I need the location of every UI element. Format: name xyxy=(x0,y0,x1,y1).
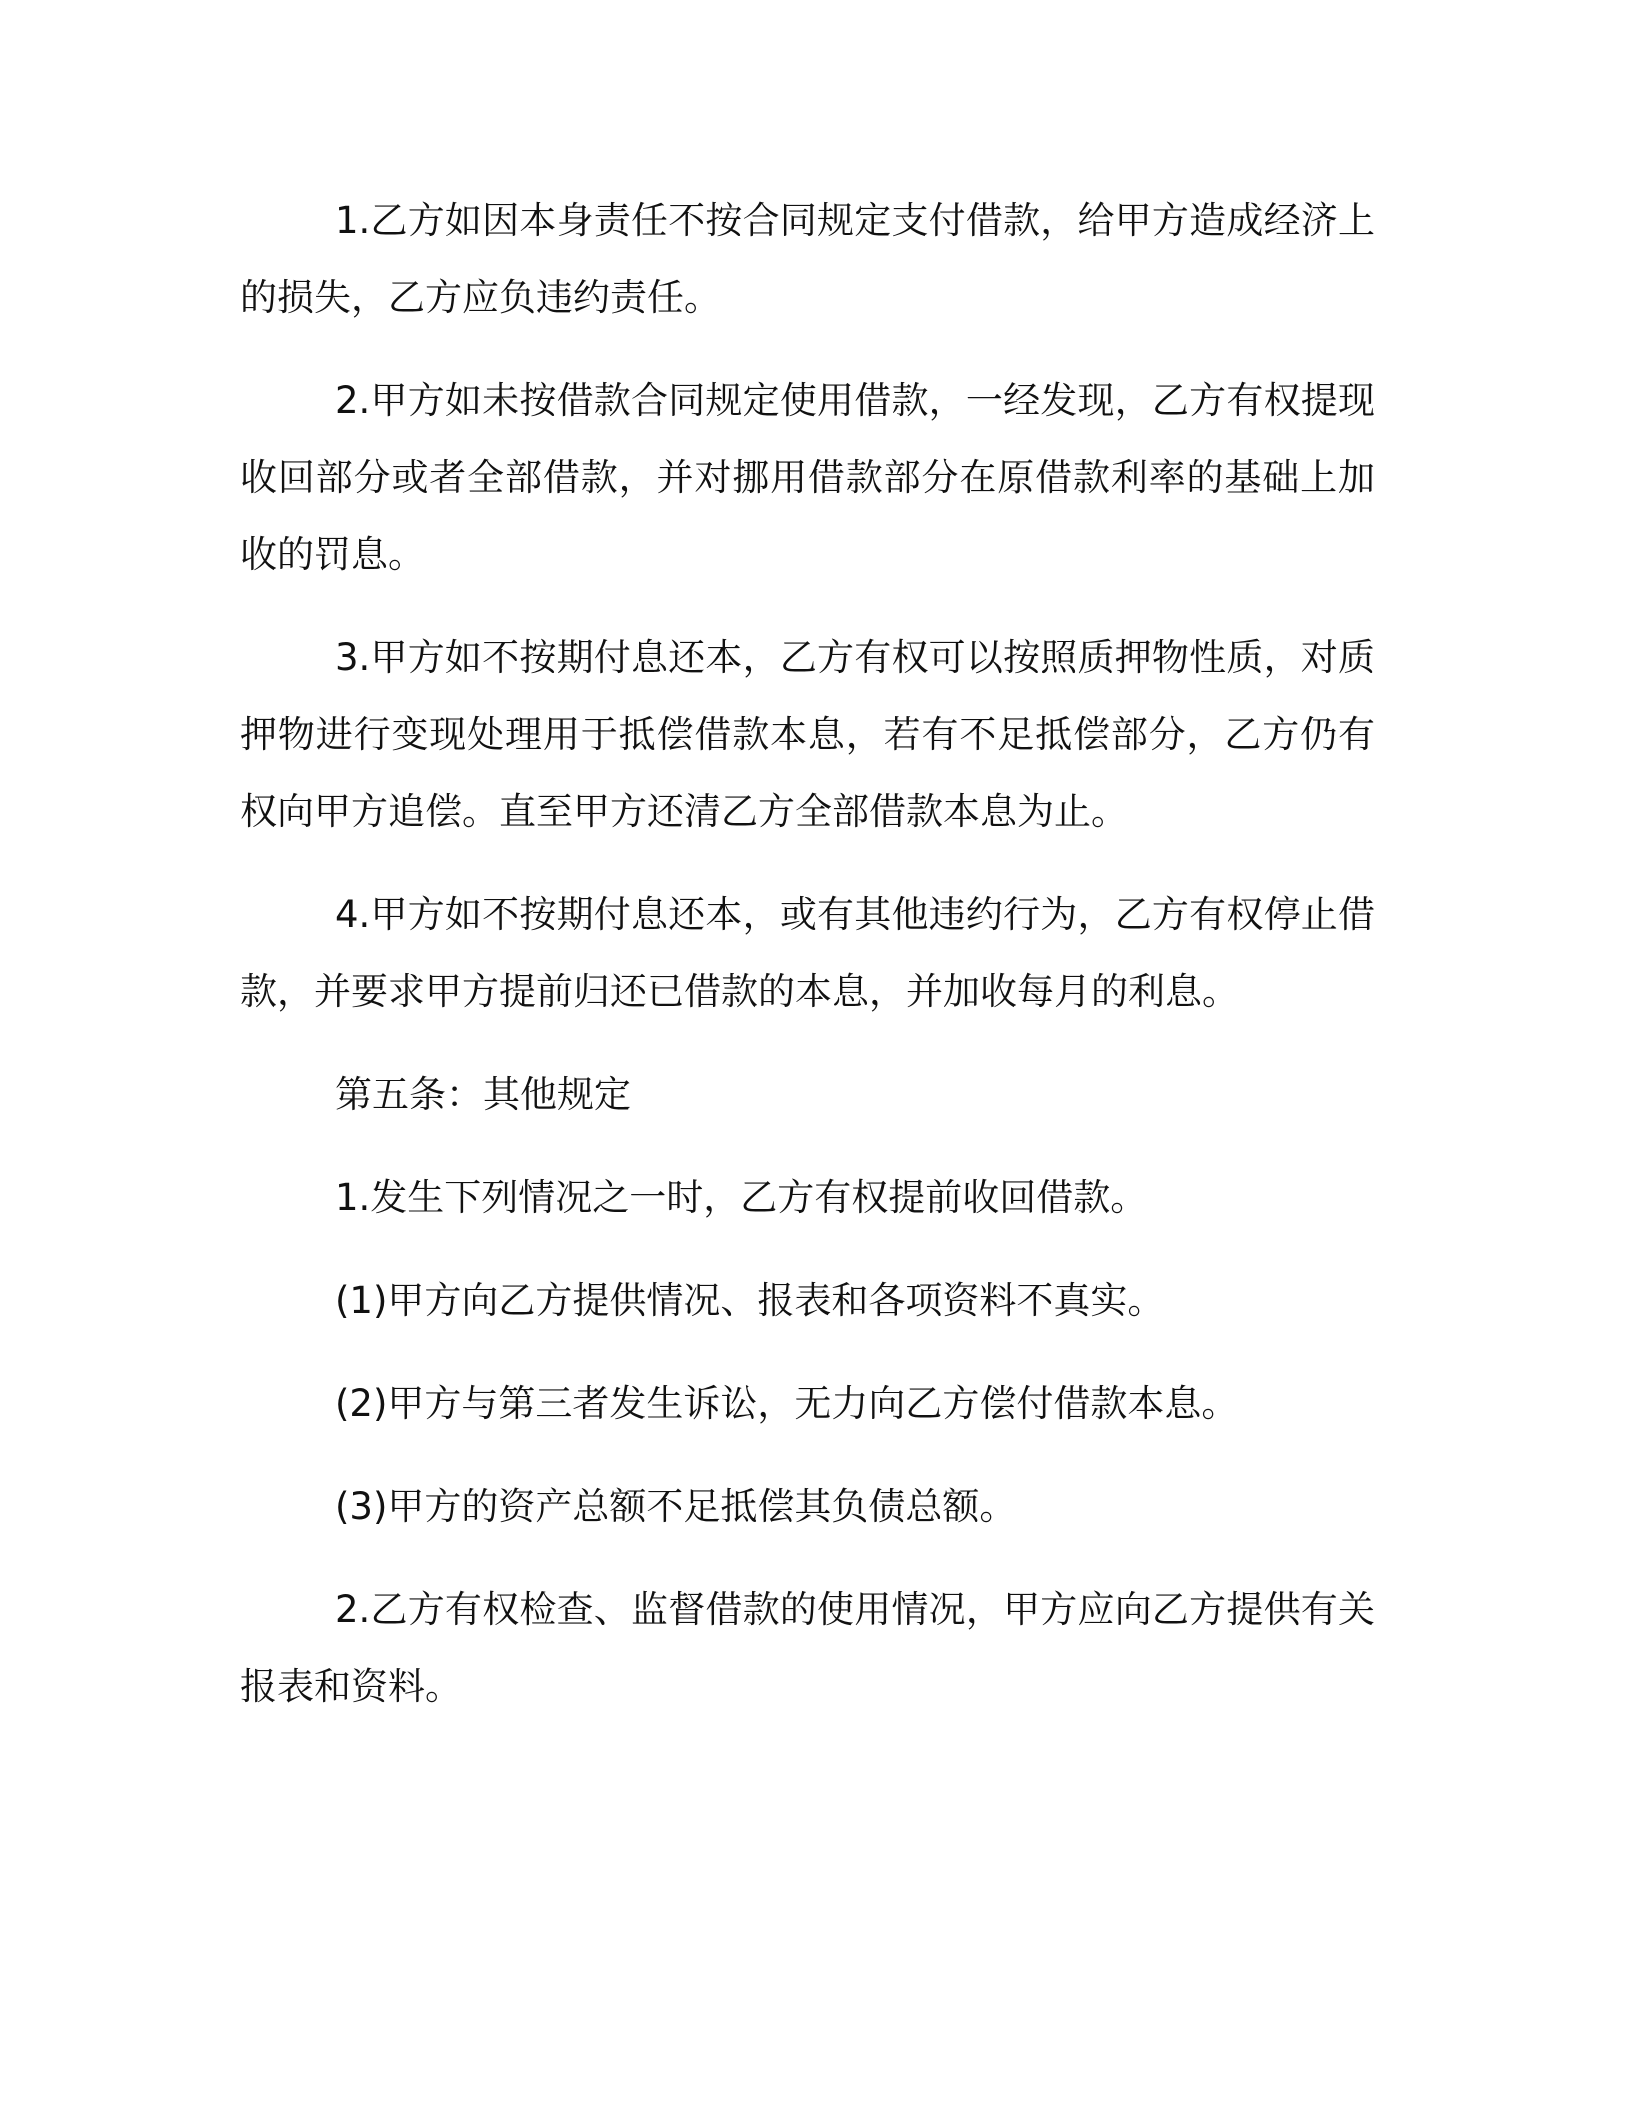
section-heading-article-5: 第五条：其他规定 xyxy=(335,1073,631,1116)
paragraph-pledge-realization: 3.甲方如不按期付息还本，乙方有权可以按照质押物性质，对质押物进行变现处理用于抵偿借款本息，若有不足抵偿部分，乙方仍有权向甲方追偿。直至甲方还清乙方全部借款本息为止。 xyxy=(240,636,1375,833)
paragraph-early-recall: 1.发生下列情况之一时，乙方有权提前收回借款。 xyxy=(335,1176,1148,1219)
paragraph-stop-lending: 4.甲方如不按期付息还本，或有其他违约行为，乙方有权停止借款，并要求甲方提前归还已借款的本息，并加收每月的利息。 xyxy=(240,893,1375,1013)
list-item-3: (3)甲方的资产总额不足抵偿其负债总额。 xyxy=(335,1485,1017,1528)
paragraph-misuse-party-a: 2.甲方如未按借款合同规定使用借款，一经发现，乙方有权提现收回部分或者全部借款，并对挪用借款部分在原借款利率的基础上加收的罚息。 xyxy=(240,379,1375,576)
paragraph-inspection-rights: 2.乙方有权检查、监督借款的使用情况，甲方应向乙方提供有关报表和资料。 xyxy=(240,1588,1375,1708)
document-body xyxy=(240,182,1375,1751)
list-item-1: (1)甲方向乙方提供情况、报表和各项资料不真实。 xyxy=(335,1279,1165,1322)
paragraph-breach-party-b: 1.乙方如因本身责任不按合同规定支付借款，给甲方造成经济上的损失，乙方应负违约责任。 xyxy=(240,199,1375,319)
list-item-2: (2)甲方与第三者发生诉讼，无力向乙方偿付借款本息。 xyxy=(335,1382,1239,1425)
